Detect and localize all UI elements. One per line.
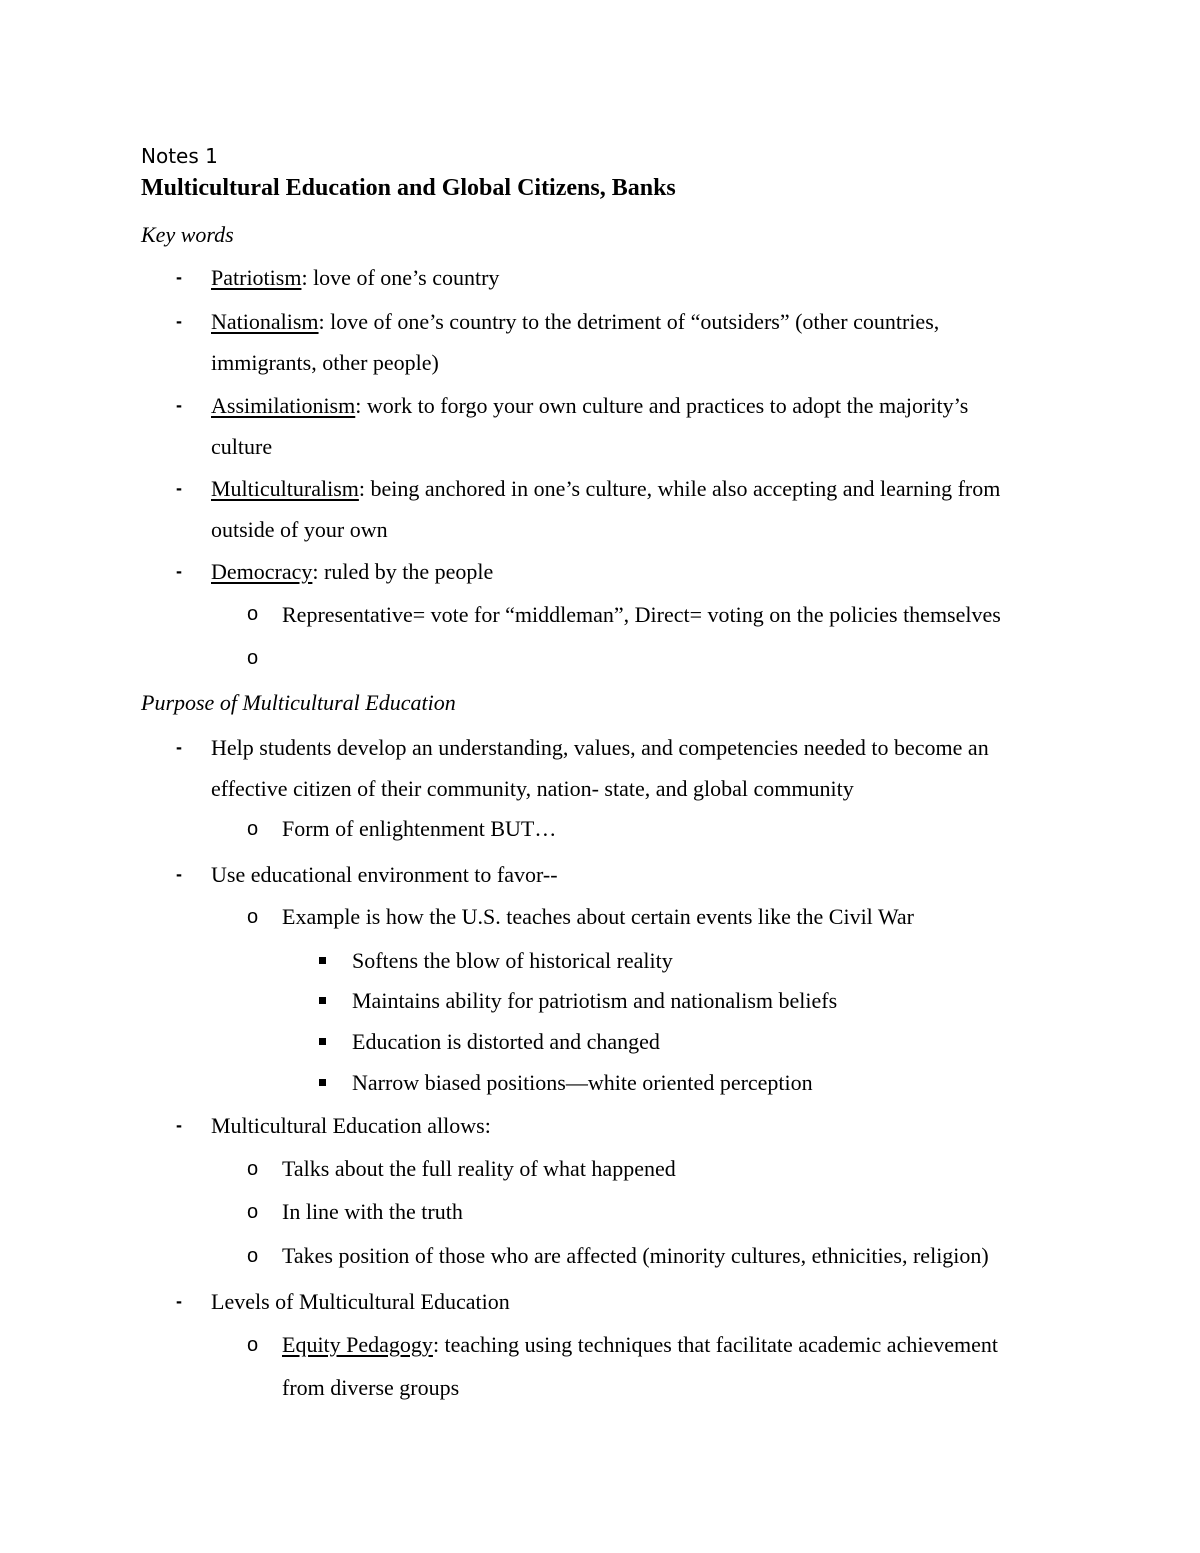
purpose-item-1-cont: effective citizen of their community, nation- state, and global community [211,776,854,801]
dash-bullet: - [176,311,182,331]
definition-democracy: : ruled by the people [312,559,494,584]
dash-bullet: - [176,267,182,287]
dash-bullet: - [176,1115,182,1135]
circle-bullet: o [247,906,259,928]
circle-bullet: o [247,647,259,669]
circle-bullet: o [247,1201,259,1223]
dash-bullet: - [176,737,182,757]
purpose-item-3: Multicultural Education allows: [211,1113,491,1138]
definition-patriotism: : love of one’s country [301,265,500,290]
dash-bullet: - [176,478,182,498]
term-equity-pedagogy: Equity Pedagogy [282,1332,433,1357]
square-bullet [319,1079,326,1086]
circle-bullet: o [247,818,259,840]
definition-equity-pedagogy-cont: from diverse groups [282,1375,460,1400]
square-bullet [319,1038,326,1045]
square-bullet [319,957,326,964]
definition-equity-pedagogy: : teaching using techniques that facilitate academic achievement [432,1332,998,1357]
dash-bullet: - [176,395,182,415]
term-democracy: Democracy [211,559,313,584]
dash-bullet: - [176,561,182,581]
purpose-item-3-sub: Talks about the full reality of what happened [282,1156,676,1181]
purpose-item-1-sub: Form of enlightenment BUT… [282,816,557,841]
purpose-item-1: Help students develop an understanding, values, and competencies needed to become an [211,735,989,760]
purpose-item-2-sub: Example is how the U.S. teaches about certain events like the Civil War [282,904,914,929]
key-word-assimilationism [211,393,968,419]
definition-assimilationism-cont: culture [211,434,273,459]
key-word-patriotism [211,265,499,291]
purpose-item-2: Use educational environment to favor-- [211,862,558,887]
notes-label: Notes 1 [141,144,218,168]
purpose-heading: Purpose of Multicultural Education [141,690,456,715]
key-words-heading: Key words [141,222,234,247]
definition-multiculturalism-cont: outside of your own [211,517,388,542]
circle-bullet: o [247,1158,259,1180]
dash-bullet: - [176,864,182,884]
circle-bullet: o [247,603,259,625]
key-word-multiculturalism [211,476,1000,502]
definition-nationalism: : love of one’s country to the detriment of “outsiders” (other countries, [318,309,940,334]
democracy-sub-item: Representative= vote for “middleman”, Direct= voting on the policies themselves [282,602,1001,627]
square-bullet [319,997,326,1004]
document-title: Multicultural Education and Global Citizens, Banks [141,175,676,201]
purpose-item-4: Levels of Multicultural Education [211,1289,510,1314]
key-word-democracy [211,559,493,585]
circle-bullet: o [247,1245,259,1267]
purpose-item-2-bullet: Education is distorted and changed [352,1029,660,1054]
dash-bullet: - [176,1291,182,1311]
definition-assimilationism: : work to forgo your own culture and practices to adopt the majority’s [355,393,969,418]
key-word-nationalism [211,309,939,335]
term-assimilationism: Assimilationism [211,393,356,418]
term-patriotism: Patriotism [211,265,302,290]
purpose-item-3-sub: Takes position of those who are affected (minority cultures, ethnicities, religion) [282,1243,989,1268]
definition-multiculturalism: : being anchored in one’s culture, while also accepting and learning from [358,476,1001,501]
term-nationalism: Nationalism [211,309,319,334]
purpose-item-2-bullet: Narrow biased positions—white oriented perception [352,1070,813,1095]
purpose-item-3-sub: In line with the truth [282,1199,463,1224]
purpose-item-2-bullet: Maintains ability for patriotism and nationalism beliefs [352,988,838,1013]
equity-pedagogy-item [282,1332,998,1358]
purpose-item-2-bullet: Softens the blow of historical reality [352,948,673,973]
circle-bullet: o [247,1334,259,1356]
term-multiculturalism: Multiculturalism [211,476,359,501]
definition-nationalism-cont: immigrants, other people) [211,350,439,375]
